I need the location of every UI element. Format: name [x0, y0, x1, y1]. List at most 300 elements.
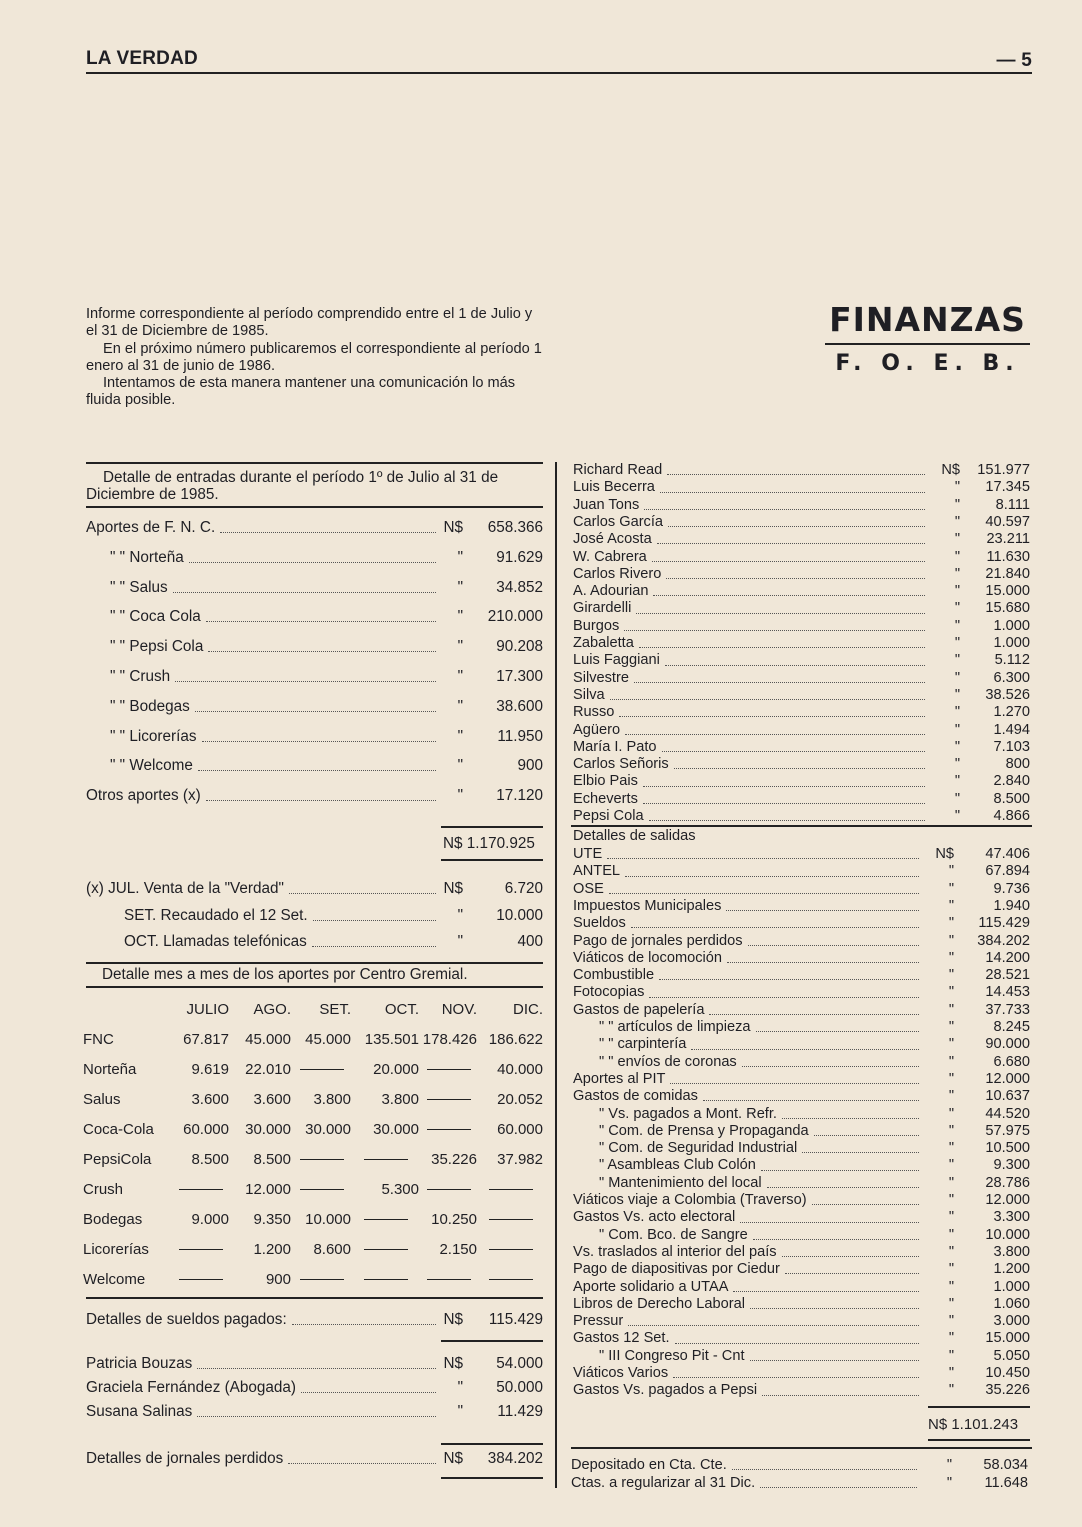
row-currency: N$: [443, 1450, 463, 1467]
leader-dots: [173, 592, 436, 593]
row-currency: ": [948, 1122, 954, 1139]
table-cell: [352, 1024, 420, 1054]
row-currency: ": [457, 727, 463, 745]
row-label: Depositado en Cta. Cte.: [571, 1457, 727, 1473]
entrada-row: [86, 579, 543, 597]
leader-dots: [634, 682, 925, 683]
salida-row: [573, 1123, 1030, 1140]
row-value: 3.000: [993, 1313, 1030, 1330]
empty-dash: [427, 1189, 471, 1190]
persona-row: [573, 773, 1030, 790]
row-label: Girardelli: [573, 600, 632, 617]
entradas-heading: Detalle de entradas durante el período 1º de Julio al 31 de Diciembre de 1985.: [86, 469, 499, 503]
row-value: 57.975: [985, 1122, 1030, 1139]
cell-text: 20.052: [497, 1090, 543, 1108]
leader-dots: [753, 1239, 919, 1240]
leader-dots: [639, 647, 925, 648]
leader-dots: [761, 1170, 919, 1171]
salida-row: [573, 1192, 1030, 1209]
sueldo-row: [86, 1379, 543, 1397]
leader-dots: [292, 1324, 436, 1325]
table-cell: [292, 1054, 352, 1084]
table-row: [82, 1174, 544, 1204]
row-label: " " Norteña: [110, 548, 184, 566]
leader-dots: [610, 699, 925, 700]
row-currency: ": [457, 906, 463, 924]
row-label: " Com. de Prensa y Propaganda: [599, 1122, 809, 1139]
table-row: [82, 1084, 544, 1114]
note-row: [86, 933, 543, 951]
leader-dots: [175, 681, 436, 682]
column-header: NOV.: [441, 1000, 477, 1018]
sueldo-row: [86, 1403, 543, 1421]
row-value: 10.500: [985, 1140, 1030, 1157]
cell-text: Coca-Cola: [83, 1120, 154, 1138]
row-currency: ": [948, 1278, 954, 1295]
row-value: 37.733: [985, 1001, 1030, 1018]
table-cell: [420, 1114, 478, 1144]
row-currency: ": [948, 1226, 954, 1243]
salidas-heading: Detalles de salidas: [573, 828, 696, 844]
row-value: 11.950: [497, 727, 543, 745]
table-cell: [478, 1114, 544, 1144]
row-value: 11.630: [986, 548, 1030, 565]
leader-dots: [631, 927, 919, 928]
empty-dash: [489, 1249, 533, 1250]
leader-dots: [197, 1416, 436, 1417]
leader-dots: [666, 578, 925, 579]
leader-dots: [609, 893, 919, 894]
persona-row: [573, 756, 1030, 773]
persona-row: [573, 479, 1030, 496]
empty-dash: [179, 1249, 223, 1250]
row-label: Pago de jornales perdidos: [573, 932, 743, 949]
rule: [928, 1406, 1030, 1408]
persona-row: [573, 583, 1030, 600]
table-cell: [172, 1174, 230, 1204]
empty-dash: [427, 1129, 471, 1130]
row-value: 15.000: [985, 1330, 1030, 1347]
row-currency: ": [954, 756, 960, 773]
row-label: Russo: [573, 704, 615, 721]
mes-table: [82, 994, 544, 1294]
table-cell: [172, 1234, 230, 1264]
leader-dots: [732, 1469, 917, 1470]
row-label: José Acosta: [573, 531, 652, 548]
table-cell: [420, 1084, 478, 1114]
row-currency: ": [954, 790, 960, 807]
row-label: Detalles de jornales perdidos: [86, 1450, 284, 1467]
salida-row: [573, 1036, 1030, 1053]
leader-dots: [288, 1463, 436, 1464]
row-currency: ": [954, 704, 960, 721]
row-label: Echeverts: [573, 790, 638, 807]
empty-dash: [300, 1189, 344, 1190]
table-cell: [352, 1264, 420, 1294]
row-value: 1.000: [993, 635, 1030, 651]
row-currency: ": [954, 548, 960, 565]
row-currency: ": [954, 635, 960, 651]
row-currency: ": [954, 513, 960, 530]
row-currency: ": [948, 932, 954, 949]
row-header: [82, 1024, 172, 1054]
leader-dots: [208, 651, 436, 652]
row-label: SET. Recaudado el 12 Set.: [124, 906, 308, 924]
row-value: 1.200: [993, 1261, 1030, 1278]
table-cell: [230, 1174, 292, 1204]
leader-dots: [767, 1187, 919, 1188]
row-value: 50.000: [496, 1379, 543, 1396]
entrada-row: [86, 757, 543, 775]
empty-dash: [427, 1099, 471, 1100]
leader-dots: [670, 1083, 919, 1084]
row-label: " " Crush: [110, 668, 171, 685]
row-value: 8.245: [993, 1019, 1030, 1035]
salida-row: [573, 1071, 1030, 1088]
salida-row: [573, 1279, 1030, 1296]
row-currency: ": [948, 1036, 954, 1053]
leader-dots: [625, 734, 925, 735]
table-cell: [172, 1204, 230, 1234]
table-cell: [172, 1054, 230, 1084]
leader-dots: [703, 1100, 919, 1101]
cell-text: 20.000: [373, 1060, 419, 1078]
leader-dots: [649, 820, 925, 821]
table-cell: [478, 1264, 544, 1294]
cell-text: 60.000: [497, 1120, 543, 1138]
page-subtitle: F. O. E. B.: [825, 343, 1030, 376]
row-label: Susana Salinas: [86, 1403, 193, 1420]
row-label: " Vs. pagados a Mont. Refr.: [599, 1105, 777, 1122]
table-cell: [478, 1204, 544, 1234]
table-row: [82, 1204, 544, 1234]
row-currency: ": [954, 738, 960, 755]
row-label: W. Cabrera: [573, 548, 647, 565]
cell-text: 8.500: [191, 1150, 229, 1168]
leader-dots: [750, 1360, 920, 1361]
row-currency: N$: [941, 462, 960, 478]
cell-text: 8.500: [253, 1150, 291, 1168]
row-label: Zabaletta: [573, 635, 634, 651]
table-cell: [420, 1144, 478, 1174]
table-cell: [292, 1114, 352, 1144]
cell-text: 60.000: [183, 1120, 229, 1138]
row-value: 28.521: [985, 967, 1030, 984]
row-label: (x) JUL. Venta de la "Verdad": [86, 880, 284, 897]
salida-row: [573, 915, 1030, 932]
note-row: [86, 880, 543, 898]
table-cell: [230, 1204, 292, 1234]
row-value: 115.429: [488, 1311, 543, 1328]
cierre-row: [571, 1457, 1028, 1474]
header-rule: [86, 72, 1032, 74]
cell-text: 3.600: [253, 1090, 291, 1108]
row-currency: ": [948, 915, 954, 932]
row-value: 38.600: [496, 697, 543, 715]
leader-dots: [628, 1325, 919, 1326]
table-row: [82, 1264, 544, 1294]
row-value: 1.000: [993, 1278, 1030, 1295]
row-label: " " envíos de coronas: [599, 1053, 737, 1070]
rule: [441, 826, 543, 828]
row-value: 6.720: [504, 880, 543, 897]
table-cell: [172, 1114, 230, 1144]
row-label: " " Bodegas: [110, 697, 190, 715]
row-value: 10.000: [985, 1226, 1030, 1243]
row-currency: ": [457, 608, 463, 626]
row-value: 11.648: [984, 1474, 1028, 1491]
row-currency: ": [457, 1379, 463, 1396]
row-currency: ": [948, 1070, 954, 1087]
table-cell: [478, 1174, 544, 1204]
column-header: DIC.: [513, 1000, 543, 1018]
table-cell: [292, 1084, 352, 1114]
persona-row: [573, 462, 1030, 479]
intro-text: [86, 306, 544, 410]
empty-dash: [489, 1219, 533, 1220]
row-value: 34.852: [496, 578, 543, 596]
salida-row: [573, 1002, 1030, 1019]
row-value: 17.345: [985, 479, 1030, 496]
persona-row: [573, 808, 1030, 825]
row-label: Detalles de sueldos pagados:: [86, 1311, 287, 1328]
row-currency: ": [948, 1261, 954, 1278]
row-currency: ": [954, 479, 960, 496]
leader-dots: [652, 561, 925, 562]
persona-row: [573, 791, 1030, 808]
salida-row: [573, 1261, 1030, 1278]
row-label: Gastos de papelería: [573, 1001, 705, 1018]
row-header: [82, 1234, 172, 1264]
leader-dots: [625, 876, 919, 877]
row-label: Aporte solidario a UTAA: [573, 1278, 729, 1295]
leader-dots: [198, 770, 436, 771]
cell-text: 30.000: [305, 1120, 351, 1138]
row-value: 15.680: [985, 600, 1030, 617]
row-currency: ": [954, 600, 960, 617]
persona-row: [573, 497, 1030, 514]
row-value: 400: [517, 933, 543, 950]
leader-dots: [740, 1222, 919, 1223]
persona-row: [573, 566, 1030, 583]
cell-text: FNC: [83, 1030, 114, 1048]
row-currency: ": [948, 1174, 954, 1191]
row-currency: ": [954, 565, 960, 582]
rule: [86, 462, 543, 464]
sueldos-heading-row: [86, 1311, 543, 1329]
salida-row: [573, 1330, 1030, 1347]
leader-dots: [220, 532, 436, 533]
leader-dots: [624, 630, 925, 631]
rule: [86, 986, 543, 988]
row-label: Juan Tons: [573, 496, 640, 513]
row-currency: ": [948, 1295, 954, 1312]
leader-dots: [812, 1204, 919, 1205]
leader-dots: [709, 1014, 919, 1015]
row-currency: ": [948, 897, 954, 914]
row-label: Impuestos Municipales: [573, 897, 722, 914]
row-currency: ": [457, 638, 463, 656]
table-cell: [352, 1174, 420, 1204]
persona-row: [573, 652, 1030, 669]
persona-row: [573, 635, 1030, 652]
row-currency: ": [946, 1474, 952, 1491]
cell-text: 9.619: [191, 1060, 229, 1078]
row-value: 44.520: [985, 1105, 1030, 1122]
leader-dots: [742, 1066, 919, 1067]
row-currency: ": [954, 531, 960, 548]
empty-dash: [427, 1279, 471, 1280]
row-label: Carlos García: [573, 513, 664, 530]
leader-dots: [802, 1152, 919, 1153]
column-header: AGO.: [253, 1000, 291, 1018]
entrada-row: [86, 549, 543, 567]
row-value: 90.000: [985, 1036, 1030, 1053]
table-cell: [230, 1264, 292, 1294]
leader-dots: [644, 509, 925, 510]
leader-dots: [312, 946, 436, 947]
row-value: 12.000: [985, 1192, 1030, 1208]
row-currency: ": [948, 1140, 954, 1157]
cell-text: 3.800: [313, 1090, 351, 1108]
row-value: 23.211: [986, 531, 1030, 548]
row-label: " " Licorerías: [110, 727, 197, 745]
row-currency: ": [954, 686, 960, 703]
leader-dots: [659, 979, 919, 980]
row-value: 67.894: [985, 863, 1030, 880]
row-label: UTE: [573, 846, 603, 862]
row-value: 115.429: [978, 915, 1030, 932]
leader-dots: [750, 1308, 919, 1309]
row-label: Libros de Derecho Laboral: [573, 1295, 745, 1312]
rule: [86, 962, 543, 964]
table-cell: [420, 1264, 478, 1294]
cell-text: Welcome: [83, 1270, 146, 1288]
persona-row: [573, 704, 1030, 721]
entradas-total: N$ 1.170.925: [443, 835, 535, 852]
row-value: 58.034: [983, 1457, 1028, 1473]
row-currency: ": [457, 578, 463, 596]
leader-dots: [668, 526, 925, 527]
row-value: 15.000: [985, 583, 1030, 600]
salida-row: [573, 1157, 1030, 1174]
entrada-row: [86, 638, 543, 656]
persona-row: [573, 600, 1030, 617]
row-currency: ": [954, 617, 960, 634]
row-label: Silva: [573, 686, 605, 703]
table-cell: [478, 1024, 544, 1054]
row-label: Vs. traslados al interior del país: [573, 1243, 777, 1260]
row-currency: ": [948, 1053, 954, 1070]
table-cell: [292, 1264, 352, 1294]
row-value: 9.300: [993, 1157, 1030, 1174]
rule: [86, 506, 543, 508]
salida-row: [573, 1296, 1030, 1313]
row-label: OCT. Llamadas telefónicas: [124, 933, 307, 950]
table-cell: [352, 1144, 420, 1174]
salida-row: [573, 967, 1030, 984]
table-cell: [292, 1174, 352, 1204]
row-label: Viáticos de locomoción: [573, 949, 722, 966]
table-cell: [420, 1234, 478, 1264]
empty-dash: [179, 1189, 223, 1190]
salidas-total: N$ 1.101.243: [928, 1416, 1019, 1433]
intro-line: En el próximo número publicaremos el correspondiente al período 1 enero al 31 de junio de 1986.: [86, 340, 542, 374]
row-value: 54.000: [496, 1355, 543, 1372]
cell-text: 9.000: [191, 1210, 229, 1228]
mes-header-row: [82, 994, 544, 1024]
row-value: 6.680: [993, 1053, 1030, 1070]
cell-text: 186.622: [488, 1030, 543, 1048]
cell-text: 30.000: [245, 1120, 291, 1138]
row-label: Gastos de comidas: [573, 1088, 698, 1105]
row-currency: ": [946, 1457, 952, 1473]
row-currency: ": [948, 1313, 954, 1330]
row-currency: N$: [443, 880, 463, 897]
table-cell: [420, 1174, 478, 1204]
row-value: 28.786: [985, 1174, 1030, 1191]
row-currency: ": [948, 1019, 954, 1035]
row-currency: N$: [935, 846, 954, 862]
row-label: Gastos Vs. acto electoral: [573, 1209, 736, 1226]
row-currency: ": [954, 652, 960, 669]
cell-text: 10.250: [431, 1210, 477, 1228]
salida-row: [573, 863, 1030, 880]
leader-dots: [762, 1395, 919, 1396]
row-value: 91.629: [496, 548, 543, 566]
salida-row: [573, 1140, 1030, 1157]
row-currency: ": [948, 1209, 954, 1226]
row-currency: ": [948, 984, 954, 1001]
persona-row: [573, 739, 1030, 756]
salida-row: [573, 950, 1030, 967]
row-label: Carlos Señoris: [573, 756, 669, 773]
leader-dots: [733, 1291, 919, 1292]
row-currency: ": [948, 1347, 954, 1364]
salida-row: [573, 933, 1030, 950]
row-value: 9.736: [993, 880, 1030, 897]
salida-row: [573, 1382, 1030, 1399]
row-header: [82, 1144, 172, 1174]
column-header: [82, 994, 172, 1024]
row-currency: N$: [443, 1311, 463, 1328]
row-value: 3.300: [993, 1209, 1030, 1226]
row-value: 1.000: [993, 617, 1030, 634]
table-cell: [230, 1084, 292, 1114]
row-value: 210.000: [487, 608, 543, 626]
row-value: 151.977: [977, 462, 1030, 478]
leader-dots: [756, 1031, 920, 1032]
row-label: Aportes de F. N. C.: [86, 519, 216, 536]
cell-text: 40.000: [497, 1060, 543, 1078]
leader-dots: [727, 962, 919, 963]
rule: [928, 1439, 1030, 1441]
entrada-row: [86, 787, 543, 805]
empty-dash: [179, 1279, 223, 1280]
table-cell: [172, 1264, 230, 1294]
row-label: " Com. Bco. de Sangre: [599, 1226, 748, 1243]
row-currency: ": [954, 583, 960, 600]
persona-row: [573, 549, 1030, 566]
row-label: Pepsi Cola: [573, 808, 644, 824]
row-currency: ": [948, 1382, 954, 1399]
empty-dash: [364, 1219, 408, 1220]
row-value: 4.866: [993, 808, 1030, 824]
row-value: 7.103: [993, 738, 1030, 755]
cell-text: 12.000: [245, 1180, 291, 1198]
cell-text: 22.010: [245, 1060, 291, 1078]
sueldo-row: [86, 1355, 543, 1373]
